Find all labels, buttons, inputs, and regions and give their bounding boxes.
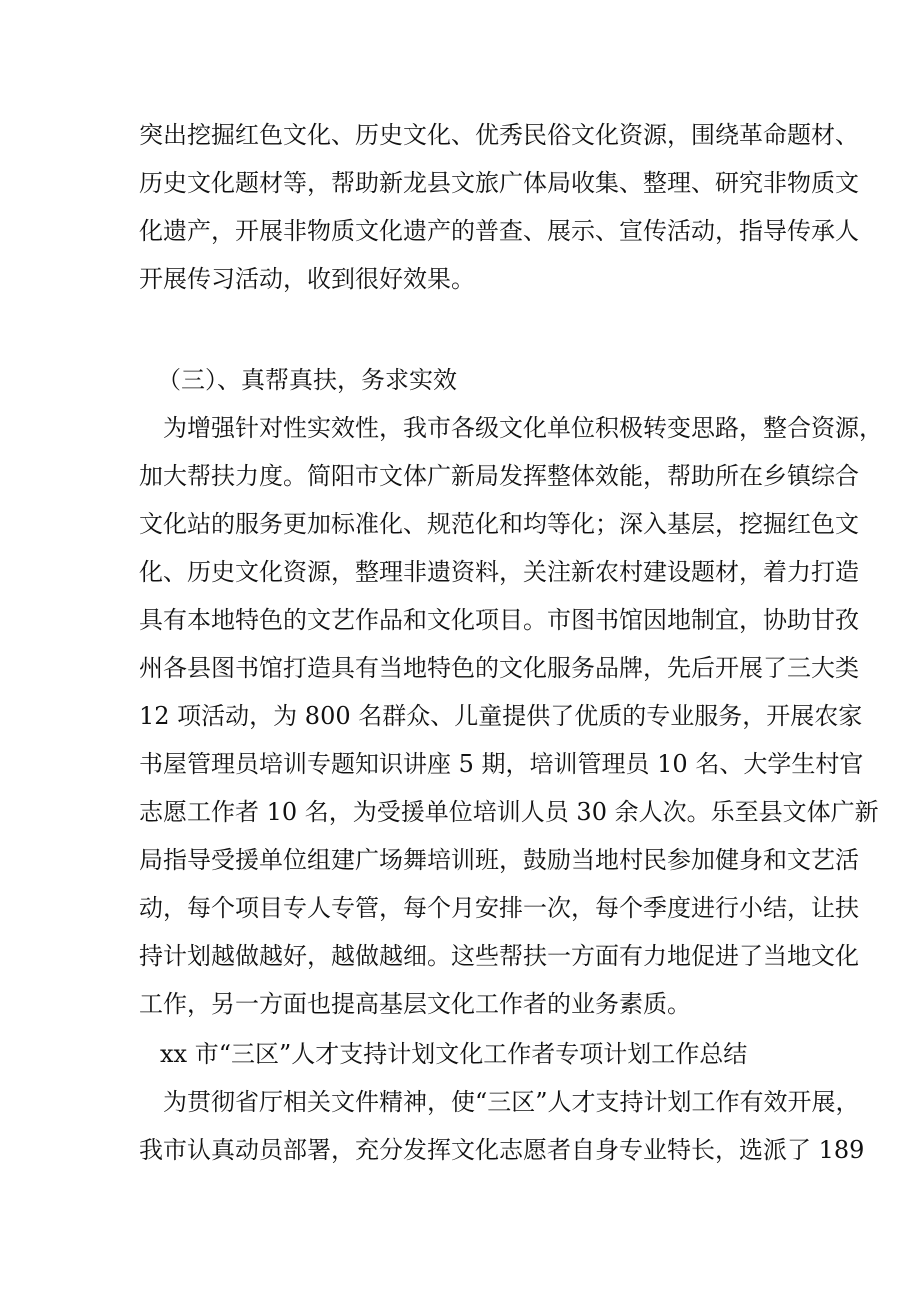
- paragraph-2-line-4: 化、历史文化资源，整理非遗资料，关注新农村建设题材，着力打造: [139, 558, 859, 586]
- paragraph-2-line-8: 书屋管理员培训专题知识讲座 5 期，培训管理员 10 名、大学生村官: [139, 750, 864, 778]
- paragraph-2-line-7: 12 项活动，为 800 名群众、儿童提供了优质的专业服务，开展农家: [139, 702, 863, 730]
- paragraph-3-line-1: 为贯彻省厅相关文件精神，使“三区”人才支持计划工作有效开展，: [163, 1088, 860, 1116]
- paragraph-2-line-10: 局指导受援单位组建广场舞培训班，鼓励当地村民参加健身和文艺活: [139, 846, 859, 874]
- document-title: xx 市“三区”人才支持计划文化工作者专项计划工作总结: [160, 1040, 748, 1068]
- section-heading: （三）、真帮真扶，务求实效: [157, 366, 457, 394]
- paragraph-1-line-2: 历史文化题材等，帮助新龙县文旅广体局收集、整理、研究非物质文: [139, 169, 859, 197]
- paragraph-1-line-3: 化遗产，开展非物质文化遗产的普查、展示、宣传活动，指导传承人: [139, 217, 859, 245]
- paragraph-1-line-1: 突出挖掘红色文化、历史文化、优秀民俗文化资源，围绕革命题材、: [139, 121, 859, 149]
- paragraph-2-line-5: 具有本地特色的文艺作品和文化项目。市图书馆因地制宜，协助甘孜: [139, 606, 859, 634]
- paragraph-1-line-4: 开展传习活动，收到很好效果。: [139, 265, 475, 293]
- paragraph-2-line-9: 志愿工作者 10 名，为受援单位培训人员 30 余人次。乐至县文体广新: [139, 798, 879, 826]
- paragraph-2-line-1: 为增强针对性实效性，我市各级文化单位积极转变思路，整合资源，: [163, 414, 883, 442]
- paragraph-2-line-11: 动，每个项目专人专管，每个月安排一次，每个季度进行小结，让扶: [139, 894, 859, 922]
- paragraph-2-line-13: 工作，另一方面也提高基层文化工作者的业务素质。: [139, 990, 691, 1018]
- paragraph-2-line-3: 文化站的服务更加标准化、规范化和均等化；深入基层，挖掘红色文: [139, 510, 859, 538]
- paragraph-2-line-2: 加大帮扶力度。简阳市文体广新局发挥整体效能，帮助所在乡镇综合: [139, 462, 859, 490]
- paragraph-2-line-6: 州各县图书馆打造具有当地特色的文化服务品牌，先后开展了三大类: [139, 654, 859, 682]
- paragraph-2-line-12: 持计划越做越好，越做越细。这些帮扶一方面有力地促进了当地文化: [139, 942, 859, 970]
- paragraph-3-line-2: 我市认真动员部署，充分发挥文化志愿者自身专业特长，选派了 189: [139, 1136, 865, 1164]
